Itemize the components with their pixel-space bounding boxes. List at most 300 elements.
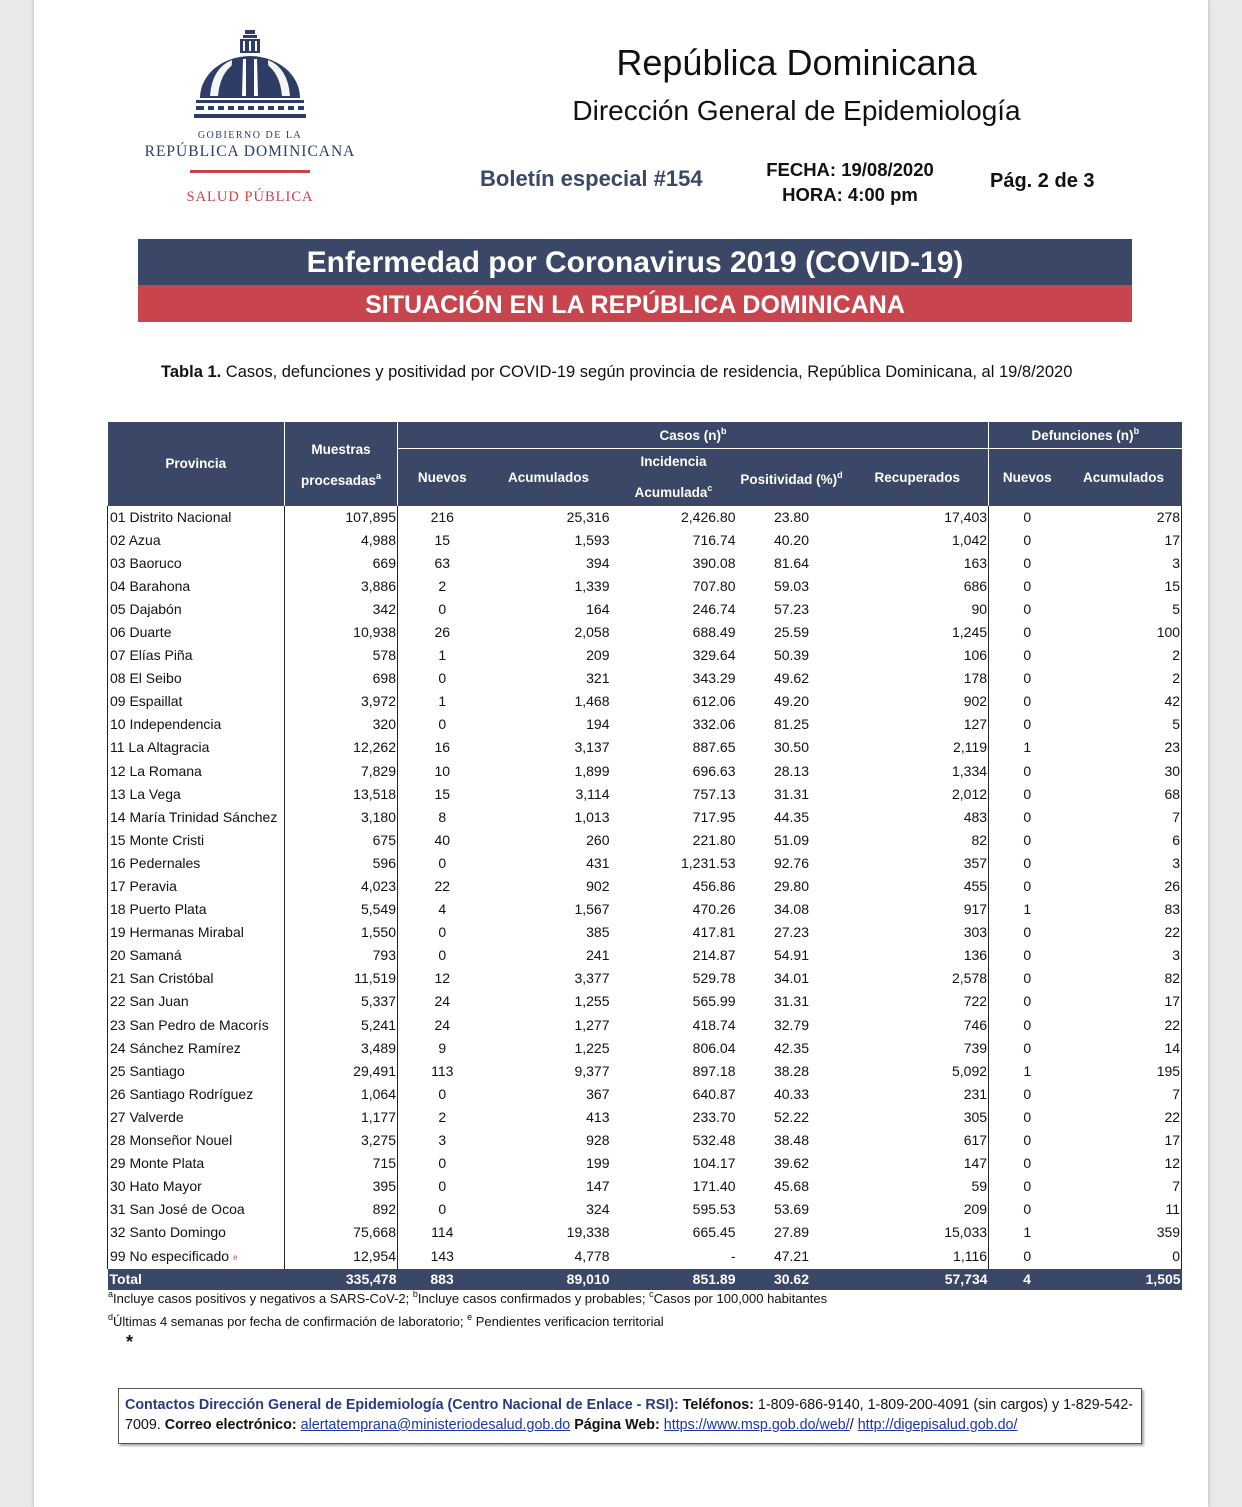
table-cell: 0: [1023, 1132, 1032, 1149]
table-cell: 02 Azua: [108, 529, 285, 552]
table-cell: 0: [1023, 577, 1032, 594]
table-caption: [161, 361, 1121, 383]
table-cell: 793: [285, 944, 398, 967]
table-cell: 75,668: [285, 1221, 398, 1244]
table-cell: 4: [989, 1269, 1066, 1290]
table-cell: 665.45: [692, 1224, 736, 1241]
web-link-1[interactable]: https://www.msp.gob.do/web/: [663, 1417, 850, 1433]
table-cell: 431: [586, 854, 610, 871]
table-cell: 1,042: [847, 529, 989, 552]
table-cell: 53.69: [773, 1201, 810, 1218]
table-cell: 0: [1023, 600, 1032, 617]
page-subtitle: Dirección General de Epidemiología: [572, 95, 1021, 126]
table-cell: 29,491: [285, 1060, 398, 1083]
table-cell: 6: [1066, 829, 1182, 852]
table-row: [108, 713, 1182, 736]
table-cell: 303: [847, 921, 989, 944]
table-cell: 27 Valverde: [108, 1106, 285, 1129]
table-row: [108, 1106, 1182, 1129]
footnote-text: Casos por 100,000 habitantes: [653, 1291, 828, 1306]
table-cell: 28.13: [773, 762, 810, 779]
contact-box: [118, 1388, 1142, 1444]
web-label: Página Web:: [574, 1417, 660, 1433]
table-cell: 455: [847, 875, 989, 898]
table-cell: 417.81: [692, 924, 736, 941]
footnote-text: Incluye casos positivos y negativos a SARS-CoV-2;: [113, 1291, 413, 1306]
table-cell: 07 Elías Piña: [108, 644, 285, 667]
table-cell: 27.89: [773, 1224, 810, 1241]
table-row: [108, 552, 1182, 575]
phones: 1-809-686-9140, 1-809-200-4091 (sin cargos) y 1-829-542-7009.: [125, 1397, 1134, 1433]
table-cell: 0: [1023, 993, 1032, 1010]
table-cell: 7: [1066, 1083, 1182, 1106]
banner-subtitle: SITUACIÓN EN LA REPÚBLICA DOMINICANA: [138, 285, 1132, 322]
header-defunciones: Defunciones $(n)^b$: [989, 422, 1182, 448]
table-cell: 1,334: [847, 760, 989, 783]
table-row: [108, 1037, 1182, 1060]
email-link[interactable]: alertatemprana@ministeriodesalud.gob.do: [300, 1417, 571, 1433]
table-cell: 143: [430, 1248, 454, 1264]
table-cell: 22 San Juan: [108, 990, 285, 1013]
table-cell: 20 Samaná: [108, 944, 285, 967]
header-def-nuevos: Nuevos: [989, 448, 1066, 506]
table-cell: 21 San Cristóbal: [108, 967, 285, 990]
table-cell: 395: [285, 1175, 398, 1198]
table-cell: 320: [285, 713, 398, 736]
table-cell: 1,225: [574, 1039, 610, 1056]
table-cell: 0: [438, 947, 447, 964]
header-acumulados: Acumulados: [487, 448, 611, 506]
logo-line-2: REPÚBLICA DOMINICANA: [144, 143, 356, 160]
table-row: [108, 990, 1182, 1013]
table-cell: 0: [438, 924, 447, 941]
table-cell: 164: [586, 600, 610, 617]
table-cell: 260: [586, 831, 610, 848]
table-cell: 10,938: [285, 621, 398, 644]
table-cell: 2,426.80: [681, 508, 736, 525]
table-cell: 0: [1023, 1248, 1032, 1264]
table-cell: 233.70: [692, 1108, 736, 1125]
table-cell: 31 San José de Ocoa: [108, 1198, 285, 1221]
phones-label: Teléfonos:: [682, 1397, 754, 1413]
table-cell: 0: [1023, 1178, 1032, 1195]
table-cell: 9,377: [574, 1062, 610, 1079]
table-cell: 0: [1023, 808, 1032, 825]
table-cell: 32.79: [773, 1016, 810, 1033]
table-cell: 06 Duarte: [108, 621, 285, 644]
table-cell: 12,262: [285, 736, 398, 759]
table-cell: 928: [586, 1132, 610, 1149]
web-link-2[interactable]: http://digepisalud.gob.do/: [857, 1417, 1018, 1433]
table-cell: 34.01: [773, 970, 810, 987]
table-cell: 81.25: [773, 716, 810, 733]
table-cell: -: [730, 1248, 736, 1264]
table-cell: 0: [438, 1178, 447, 1195]
table-row: [108, 690, 1182, 713]
table-cell: 902: [847, 690, 989, 713]
table-cell: 209: [847, 1198, 989, 1221]
table-cell: 4,778: [574, 1248, 610, 1264]
table-cell: 40.20: [773, 531, 810, 548]
table-cell: 324: [586, 1201, 610, 1218]
table-cell: 0: [1023, 1155, 1032, 1172]
table-cell: 0: [1023, 647, 1032, 664]
table-cell: 30.62: [737, 1269, 847, 1290]
table-cell: 19,338: [566, 1224, 610, 1241]
table-cell: 2,058: [574, 623, 610, 640]
table-row: [108, 898, 1182, 921]
table-cell: 3,114: [575, 785, 610, 802]
table-row: [108, 1083, 1182, 1106]
table-cell: 15: [434, 785, 451, 802]
table-cell: 25 Santiago: [108, 1060, 285, 1083]
table-cell: 147: [586, 1178, 610, 1195]
table-cell: 359: [1066, 1221, 1182, 1244]
table-cell: 5,241: [285, 1014, 398, 1037]
table-cell: 136: [847, 944, 989, 967]
table-cell: 612.06: [692, 693, 736, 710]
contact-label: Contactos Dirección General de Epidemiología (Centro Nacional de Enlace - RSI):: [125, 1397, 679, 1413]
table-row: [108, 736, 1182, 759]
table-cell: 246.74: [692, 600, 736, 617]
table-cell: 29.80: [773, 878, 810, 894]
bulletin-number: Boletín especial #154: [480, 166, 703, 191]
table-cell: 12: [1066, 1152, 1182, 1175]
table-cell: 30: [1066, 760, 1182, 783]
table-cell: 195: [1066, 1060, 1182, 1083]
table-cell: 10: [434, 762, 451, 779]
table-cell: Total: [108, 1269, 285, 1290]
table-cell: 892: [285, 1198, 398, 1221]
table-cell: 17 Peravia: [108, 875, 285, 898]
table-cell: 0: [1023, 924, 1032, 941]
table-cell: 0: [1066, 1245, 1182, 1269]
table-cell: 63: [434, 554, 451, 571]
table-cell: 12: [434, 970, 451, 987]
header-nuevos: Nuevos: [398, 448, 487, 506]
footnote-text: Últimas 4 semanas por fecha de confirmación de laboratorio;: [113, 1314, 468, 1329]
table-cell: 08 El Seibo: [108, 667, 285, 690]
table-cell: 39.62: [773, 1155, 810, 1172]
table-cell: 0: [1023, 554, 1032, 571]
table-cell: 1,277: [574, 1016, 610, 1033]
table-cell: 806.04: [692, 1039, 736, 1056]
table-cell: 83: [1066, 898, 1182, 921]
table-cell: 4: [438, 901, 447, 918]
table-cell: 113: [431, 1062, 454, 1079]
table-row: [108, 829, 1182, 852]
table-row: [108, 529, 1182, 552]
table-cell: 81.64: [773, 554, 810, 571]
web-separator: /: [849, 1417, 854, 1433]
table-cell: 390.08: [692, 554, 736, 571]
table-row: [108, 944, 1182, 967]
email-label: Correo electrónico:: [164, 1417, 297, 1433]
table-cell: 8: [438, 808, 447, 825]
government-logo: [132, 28, 368, 213]
table-cell: 329.64: [692, 647, 736, 664]
table-cell: 0: [438, 1201, 447, 1218]
date-time: [734, 157, 966, 207]
table-cell: 89,010: [487, 1269, 611, 1290]
table-cell: 1: [1023, 739, 1032, 756]
table-cell: 100: [1066, 621, 1182, 644]
table-cell: 99 No especificado e: [108, 1245, 285, 1269]
table-cell: 413: [586, 1108, 610, 1125]
table-cell: 357: [847, 852, 989, 875]
table-cell: 3,972: [285, 690, 398, 713]
covid-province-table: [107, 422, 1182, 1290]
table-cell: 23.80: [773, 508, 810, 525]
footnote-text: Incluye casos confirmados y probables;: [417, 1291, 650, 1306]
table-cell: 1,468: [574, 693, 610, 710]
table-cell: 1,245: [847, 621, 989, 644]
header-recuperados: Recuperados: [847, 448, 989, 506]
table-cell: 883: [398, 1269, 487, 1290]
table-cell: 16: [434, 739, 451, 756]
table-cell: 1,593: [574, 531, 610, 548]
table-cell: 57,734: [847, 1269, 989, 1290]
table-cell: 23: [1066, 736, 1182, 759]
table-cell: 23 San Pedro de Macorís: [108, 1014, 285, 1037]
table-cell: 669: [285, 552, 398, 575]
table-cell: 31.31: [773, 993, 810, 1010]
table-cell: 3: [438, 1132, 447, 1149]
footnote-line-1: [108, 1289, 827, 1306]
table-cell: 0: [438, 854, 447, 871]
footnote-line-2: [108, 1312, 664, 1329]
table-cell: 0: [1023, 716, 1032, 733]
table-cell: 617: [847, 1129, 989, 1152]
table-cell: 51.09: [773, 831, 810, 848]
table-cell: 49.20: [773, 693, 810, 710]
table-cell: 3,180: [285, 806, 398, 829]
table-cell: 2: [1066, 667, 1182, 690]
logo-divider: [190, 170, 310, 173]
table-cell: 9: [438, 1039, 447, 1056]
table-cell: 14 María Trinidad Sánchez: [108, 806, 285, 829]
footnote-marker: d: [108, 1312, 114, 1322]
table-cell: 5,092: [847, 1060, 989, 1083]
footnote-marker: c: [649, 1289, 654, 1299]
table-cell: 82: [847, 829, 989, 852]
table-cell: 199: [586, 1155, 610, 1172]
table-cell: 917: [847, 898, 989, 921]
table-cell: 675: [285, 829, 398, 852]
table-cell: 897.18: [692, 1062, 736, 1079]
table-cell: 0: [1023, 1108, 1032, 1125]
report-time: HORA: 4:00 pm: [782, 184, 918, 205]
table-cell: 2,578: [847, 967, 989, 990]
table-row: [108, 852, 1182, 875]
table-cell: 2: [1066, 644, 1182, 667]
table-cell: 0: [438, 1155, 447, 1172]
table-cell: 38.48: [773, 1132, 810, 1149]
table-cell: 16 Pedernales: [108, 852, 285, 875]
table-cell: 3,489: [285, 1037, 398, 1060]
table-cell: 22: [1066, 921, 1182, 944]
table-cell: 0: [438, 716, 447, 733]
table-cell: 7: [1066, 1175, 1182, 1198]
table-cell: 68: [1066, 783, 1182, 806]
pending-mark: e: [233, 1252, 238, 1262]
table-cell: 3,137: [574, 739, 610, 756]
table-cell: 2,119: [847, 736, 989, 759]
table-cell: 0: [1023, 693, 1032, 710]
table-cell: 40: [434, 831, 451, 848]
table-cell: 12 La Romana: [108, 760, 285, 783]
table-cell: 13 La Vega: [108, 783, 285, 806]
table-row: [108, 575, 1182, 598]
table-cell: 24: [434, 1016, 451, 1033]
table-cell: 0: [1023, 1201, 1032, 1218]
caption-label: Tabla 1.: [161, 363, 222, 381]
table-cell: 106: [847, 644, 989, 667]
footnote-marker: a: [108, 1289, 114, 1299]
table-cell: 0: [1023, 878, 1032, 894]
page-number: Pág. 2 de 3: [990, 170, 1095, 192]
table-row: [108, 1129, 1182, 1152]
table-row: [108, 967, 1182, 990]
table-cell: 332.06: [692, 716, 736, 733]
table-cell: 82: [1066, 967, 1182, 990]
header-casos: Casos $(n)^b$: [398, 422, 989, 448]
table-cell: 50.39: [773, 647, 810, 664]
table-row: [108, 667, 1182, 690]
table-cell: 17: [1066, 1129, 1182, 1152]
table-cell: 147: [847, 1152, 989, 1175]
table-cell: 716.74: [692, 531, 736, 548]
table-cell: 178: [847, 667, 989, 690]
table-cell: 27.23: [773, 924, 810, 941]
table-cell: 698: [285, 667, 398, 690]
header-def-acumulados: Acumulados: [1066, 448, 1182, 506]
table-cell: 1,013: [574, 808, 610, 825]
header-positividad: Positividad (%)$^d$: [737, 448, 847, 506]
table-cell: 470.26: [692, 901, 736, 918]
table-cell: 2,012: [847, 783, 989, 806]
table-cell: 0: [438, 1085, 447, 1102]
table-cell: 1: [1023, 901, 1032, 918]
table-cell: 418.74: [692, 1016, 736, 1033]
table-cell: 7: [1066, 806, 1182, 829]
table-cell: 394: [586, 554, 610, 571]
table-row: [108, 1198, 1182, 1221]
table-cell: 4,023: [285, 875, 398, 898]
table-cell: 1: [438, 647, 447, 664]
table-cell: 0: [1023, 1085, 1032, 1102]
table-cell: 19 Hermanas Mirabal: [108, 921, 285, 944]
table-cell: 722: [847, 990, 989, 1013]
table-cell: 25.59: [773, 623, 810, 640]
table-cell: 5: [1066, 713, 1182, 736]
table-cell: 31.31: [773, 785, 810, 802]
table-cell: 194: [586, 716, 610, 733]
table-cell: 595.53: [692, 1201, 736, 1218]
table-cell: 11 La Altagracia: [108, 736, 285, 759]
table-cell: 05 Dajabón: [108, 598, 285, 621]
table-cell: 44.35: [773, 808, 810, 825]
table-cell: 42: [1066, 690, 1182, 713]
table-cell: 0: [1023, 854, 1032, 871]
table-cell: 1,116: [847, 1245, 989, 1269]
table-cell: 529.78: [692, 970, 736, 987]
table-cell: 3,377: [574, 970, 610, 987]
table-total-row: [108, 1269, 1182, 1290]
table-cell: 902: [586, 878, 610, 894]
table-cell: 640.87: [692, 1085, 736, 1102]
table-row: [108, 875, 1182, 898]
table-row: [108, 1175, 1182, 1198]
table-cell: 532.48: [692, 1132, 736, 1149]
table-cell: 0: [438, 600, 447, 617]
table-cell: 367: [586, 1085, 610, 1102]
logo-line-1: GOBIERNO DE LA: [197, 130, 303, 141]
table-row: [108, 806, 1182, 829]
table-cell: 5,337: [285, 990, 398, 1013]
table-cell: 335,478: [285, 1269, 398, 1290]
table-cell: 343.29: [692, 670, 736, 687]
table-cell: 15: [434, 531, 451, 548]
dome-icon: [132, 28, 368, 128]
table-cell: 11: [1066, 1198, 1182, 1221]
table-cell: 717.95: [692, 808, 736, 825]
table-cell: 03 Baoruco: [108, 552, 285, 575]
table-cell: 2: [438, 1108, 447, 1125]
table-cell: 1: [438, 693, 447, 710]
table-cell: 29 Monte Plata: [108, 1152, 285, 1175]
table-cell: 0: [438, 670, 447, 687]
table-cell: 104.17: [692, 1155, 736, 1172]
table-cell: 0: [1023, 831, 1032, 848]
table-row: [108, 621, 1182, 644]
table-cell: 17,403: [847, 506, 989, 529]
page-title: República Dominicana: [616, 42, 977, 83]
table-cell: 17: [1066, 990, 1182, 1013]
table-cell: 3: [1066, 852, 1182, 875]
table-cell: 0: [1023, 623, 1032, 640]
table-cell: 3,275: [285, 1129, 398, 1152]
table-cell: 739: [847, 1037, 989, 1060]
table-cell: 0: [1023, 531, 1032, 548]
table-cell: 13,518: [285, 783, 398, 806]
table-cell: 1,255: [574, 993, 610, 1010]
table-cell: 15 Monte Cristi: [108, 829, 285, 852]
table-row: [108, 1060, 1182, 1083]
table-cell: 163: [847, 552, 989, 575]
table-cell: 696.63: [692, 762, 736, 779]
table-cell: 0: [1023, 762, 1032, 779]
table-cell: 0: [1023, 947, 1032, 964]
table-cell: 22: [1066, 1106, 1182, 1129]
footnote-text: Pendientes verificacion territorial: [472, 1314, 664, 1329]
banner-title: Enfermedad por Coronavirus 2019 (COVID-19): [138, 239, 1132, 285]
table-cell: 214.87: [692, 947, 736, 964]
table-cell: 30.50: [773, 739, 810, 756]
table-cell: 686: [847, 575, 989, 598]
table-cell: 3,886: [285, 575, 398, 598]
table-cell: 1,339: [574, 577, 610, 594]
table-cell: 5,549: [285, 898, 398, 921]
table-row: [108, 1152, 1182, 1175]
table-cell: 321: [586, 670, 610, 687]
table-cell: 59: [847, 1175, 989, 1198]
table-cell: 385: [586, 924, 610, 941]
table-cell: 887.65: [692, 739, 736, 756]
table-cell: 3: [1066, 552, 1182, 575]
table-row: [108, 921, 1182, 944]
footnote-star: *: [126, 1332, 134, 1352]
